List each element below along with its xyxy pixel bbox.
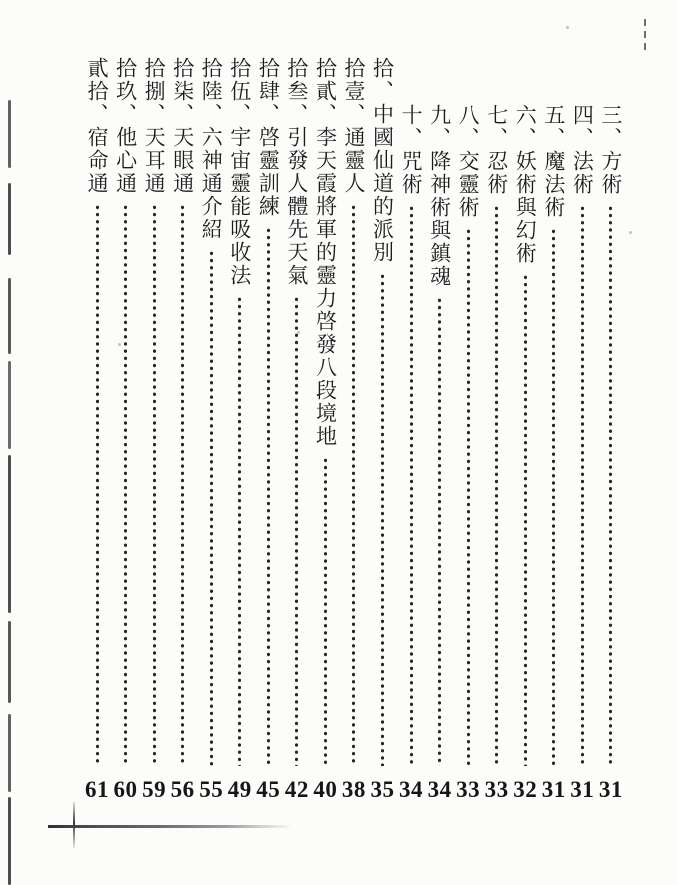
toc-entry — [227, 57, 253, 801]
toc-entry-label: 十、咒術 — [399, 104, 424, 196]
pencil-mark-horizontal — [48, 825, 293, 828]
dotted-leader — [609, 205, 612, 766]
toc-entry-page: 31 — [570, 777, 595, 802]
toc-entry — [341, 57, 367, 801]
toc-entry — [569, 57, 595, 801]
toc-entry-label: 拾肆、啓靈訓練 — [256, 57, 281, 218]
dotted-leader — [295, 296, 298, 766]
dotted-leader — [238, 296, 241, 766]
toc-entry — [284, 57, 310, 801]
toc-entry-page: 59 — [142, 777, 167, 802]
toc-entry — [541, 57, 567, 801]
dotted-leader — [181, 204, 184, 766]
dotted-leader — [352, 204, 355, 766]
dotted-leader — [210, 250, 213, 766]
scan-speck — [297, 331, 300, 334]
toc-entry — [455, 57, 481, 801]
toc-entry — [170, 57, 196, 801]
toc-entry — [84, 57, 110, 801]
toc-entry-page: 32 — [513, 777, 538, 802]
toc-entry-page: 34 — [399, 777, 424, 802]
toc-entry — [484, 57, 510, 801]
toc-entry — [312, 57, 338, 801]
toc-entry — [255, 57, 281, 801]
dotted-leader — [438, 297, 441, 766]
dotted-leader — [467, 228, 470, 766]
toc-entry-page: 31 — [541, 777, 566, 802]
toc-entry-page: 45 — [256, 777, 281, 802]
toc-entry — [141, 57, 167, 801]
toc-entry-page: 42 — [284, 777, 309, 802]
scan-edge-line — [8, 455, 11, 613]
toc-entry-page: 56 — [170, 777, 195, 802]
scan-speck — [629, 231, 632, 234]
toc-entry — [512, 57, 538, 801]
toc-entry-label: 九、降神術與鎮魂 — [427, 104, 452, 288]
scan-edge-line — [8, 797, 11, 885]
toc-entry-label: 貳拾、宿命通 — [85, 57, 110, 195]
toc-entry-label: 拾叁、引發人體先天氣 — [284, 57, 309, 287]
toc-entry-page: 33 — [456, 777, 481, 802]
dotted-leader — [495, 205, 498, 766]
scan-edge-line — [8, 714, 11, 792]
dotted-leader — [381, 273, 384, 766]
scan-edge-line — [8, 183, 11, 255]
scan-speck — [118, 343, 121, 346]
toc-entry-label: 拾貳、李天霞將軍的靈力啓發八段境地 — [313, 57, 338, 448]
toc-entry-label: 拾柒、天眼通 — [170, 57, 195, 195]
toc-entry-label: 拾捌、天耳通 — [142, 57, 167, 195]
toc-entry-page: 40 — [313, 777, 338, 802]
dotted-leader — [581, 205, 584, 766]
toc-entry-label: 拾、中國仙道的派別 — [370, 57, 395, 264]
dotted-leader — [552, 228, 555, 766]
dotted-leader — [410, 205, 413, 766]
dotted-leader — [524, 274, 527, 766]
toc-entry-page: 60 — [113, 777, 138, 802]
dotted-leader — [153, 204, 156, 766]
dotted-leader — [96, 204, 99, 766]
scan-speck — [566, 26, 569, 29]
toc-entry-label: 四、法術 — [570, 104, 595, 196]
dotted-leader — [267, 227, 270, 766]
scan-edge-line — [8, 621, 11, 703]
toc-entry-label: 拾陸、六神通介紹 — [199, 57, 224, 241]
toc-entry-label: 七、忍術 — [484, 104, 509, 196]
toc-entry-page: 35 — [370, 777, 395, 802]
scan-edge-line — [8, 278, 11, 354]
toc-entry-label: 拾玖、他心通 — [113, 57, 138, 195]
scan-edge-line — [8, 361, 11, 449]
toc-entry — [427, 57, 453, 801]
toc-entry-label: 拾伍、宇宙靈能吸收法 — [227, 57, 252, 287]
scan-dash-mark — [644, 19, 646, 55]
toc-entry-label: 拾壹、通靈人 — [341, 57, 366, 195]
toc-entry-page: 38 — [341, 777, 366, 802]
toc-entry — [113, 57, 139, 801]
toc-entry-page: 34 — [427, 777, 452, 802]
toc-entry-page: 49 — [227, 777, 252, 802]
toc-entry-label: 六、妖術與幻術 — [513, 104, 538, 265]
pencil-mark-vertical — [73, 802, 75, 848]
toc-entry — [398, 57, 424, 801]
scan-edge-line — [8, 100, 11, 168]
toc-entry — [198, 57, 224, 801]
toc-entry-page: 31 — [598, 777, 623, 802]
toc-entry-label: 三、方術 — [598, 104, 623, 196]
toc-entry — [598, 57, 624, 801]
toc-entry-label: 八、交靈術 — [456, 104, 481, 219]
toc-entry-page: 55 — [199, 777, 224, 802]
dotted-leader — [324, 457, 327, 766]
toc-entry-page: 33 — [484, 777, 509, 802]
toc-entry-page: 61 — [85, 777, 109, 802]
dotted-leader — [124, 204, 127, 766]
toc-columns — [84, 57, 624, 801]
toc-entry-label: 五、魔法術 — [541, 104, 566, 219]
toc-entry — [369, 57, 395, 801]
